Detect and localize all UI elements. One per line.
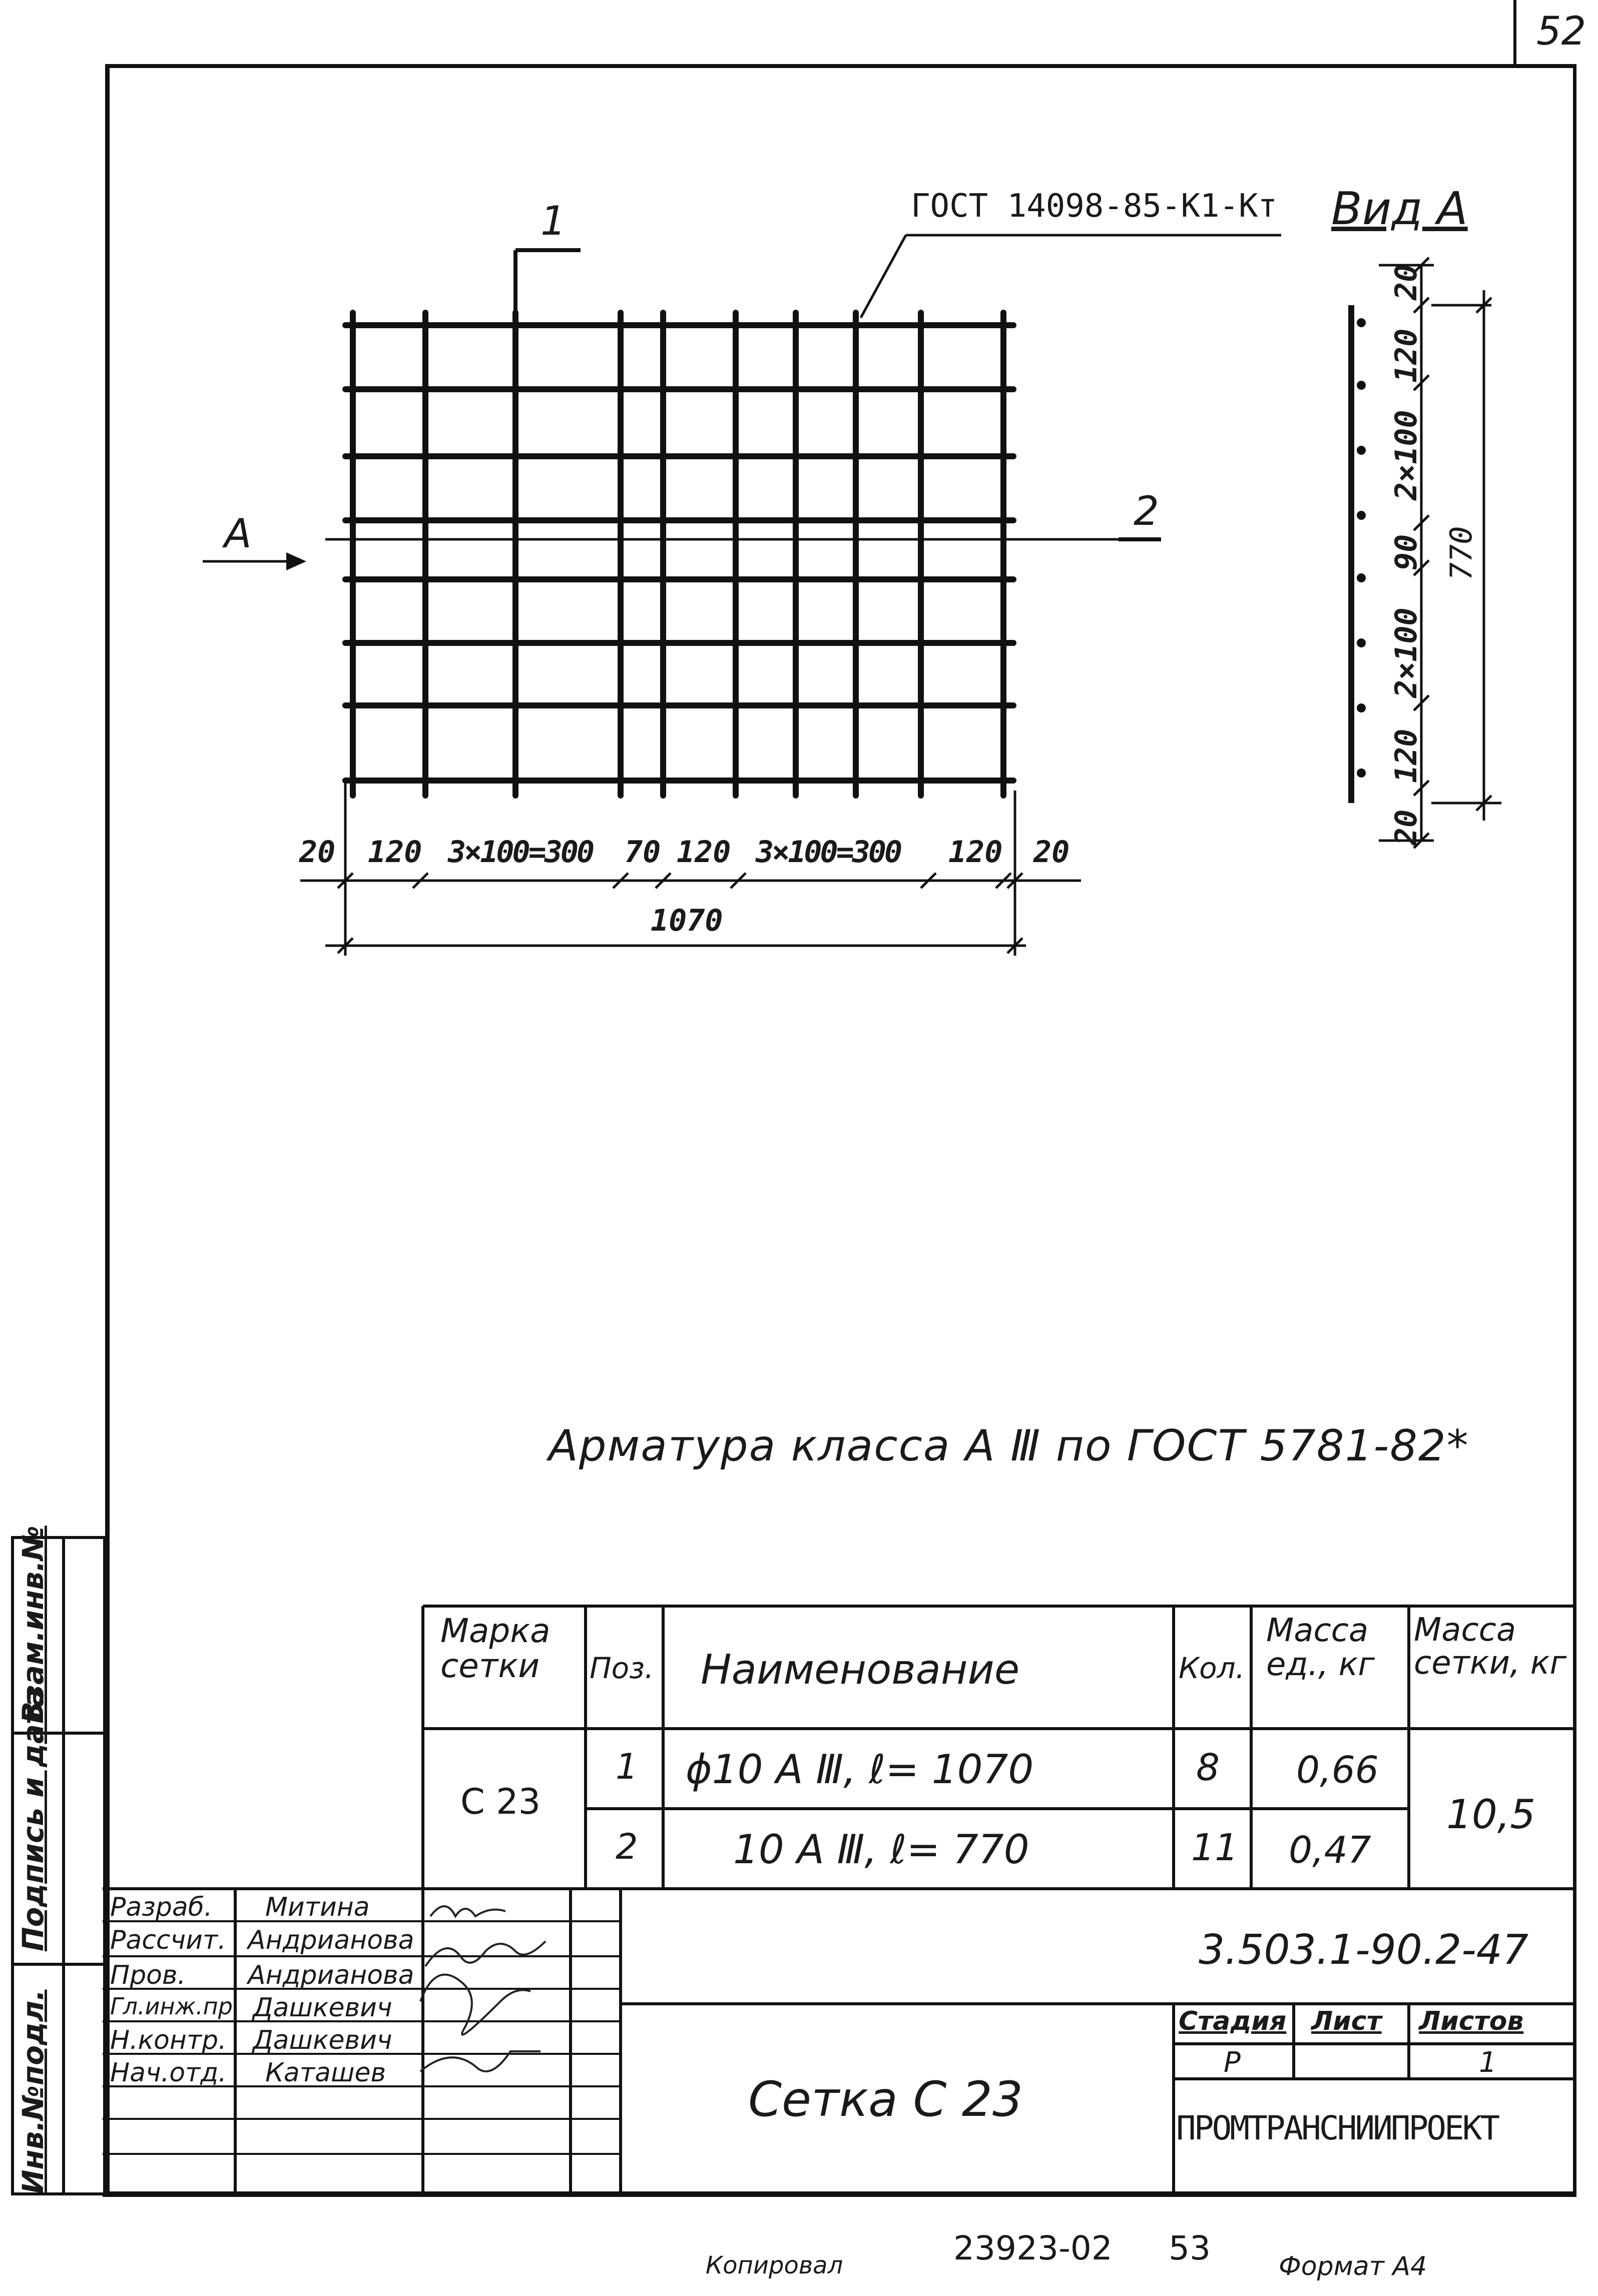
dim-label: 120 bbox=[368, 835, 422, 870]
name-checked: Андрианова bbox=[248, 1960, 414, 1990]
section-label-2: 2 bbox=[1134, 488, 1159, 534]
header-name: Наименование bbox=[701, 1646, 1020, 1694]
footer-order-sheet: 53 bbox=[1169, 2229, 1211, 2267]
dim-total-length: 1070 bbox=[651, 903, 723, 938]
document-title: Сетка С 23 bbox=[748, 2071, 1023, 2127]
stage-label: Стадия bbox=[1179, 2006, 1287, 2036]
row-1-qty: 8 bbox=[1196, 1746, 1220, 1789]
document-code: 3.503.1-90.2-47 bbox=[1199, 1926, 1529, 1974]
header-mark: Марка сетки bbox=[440, 1612, 551, 1685]
role-checked: Пров. bbox=[110, 1960, 186, 1990]
row-1-unit-mass: 0,66 bbox=[1296, 1749, 1379, 1792]
mesh-mass-value: 10,5 bbox=[1446, 1791, 1536, 1838]
dim-total-width: 770 bbox=[1444, 526, 1479, 580]
organization-name: ПРОМТРАНСНИИПРОЕКТ bbox=[1176, 2109, 1498, 2147]
dim-label: 2×100 bbox=[1389, 410, 1424, 500]
row-2-pos: 2 bbox=[616, 1826, 638, 1867]
footer-copied: Копировал bbox=[706, 2251, 843, 2279]
dim-label: 70 bbox=[625, 835, 661, 870]
name-chief-engineer: Дашкевич bbox=[253, 1993, 392, 2023]
row-2-unit-mass: 0,47 bbox=[1289, 1829, 1371, 1872]
header-qty: Кол. bbox=[1179, 1651, 1245, 1685]
mesh-bars bbox=[345, 313, 1013, 796]
dim-label: 90 bbox=[1389, 534, 1424, 570]
side-field-orig-inv: Инв.№подл. bbox=[16, 1989, 50, 2194]
dim-label: 20 bbox=[299, 835, 336, 870]
view-arrow-label: А bbox=[224, 510, 252, 557]
footer-order: 23923-02 bbox=[953, 2229, 1113, 2267]
row-1-pos: 1 bbox=[616, 1746, 638, 1787]
name-norm-control: Дашкевич bbox=[253, 2025, 392, 2055]
view-dots bbox=[1357, 318, 1366, 778]
side-field-signature-date: Подпись и дата bbox=[16, 1688, 50, 1951]
header-pos: Поз. bbox=[590, 1651, 654, 1685]
reinforcement-note: Арматура класса А Ⅲ по ГОСТ 5781-82* bbox=[549, 1421, 1469, 1471]
view-title: Вид А bbox=[1331, 183, 1468, 235]
name-calculated: Андрианова bbox=[248, 1925, 414, 1955]
sheets-value: 1 bbox=[1479, 2046, 1497, 2079]
role-calculated: Рассчит. bbox=[110, 1925, 226, 1955]
dim-label: 20 bbox=[1389, 809, 1424, 846]
role-norm-control: Н.контр. bbox=[110, 2025, 227, 2055]
stage-value: Р bbox=[1224, 2046, 1241, 2079]
side-field-replace-inv: Взам.инв.№ bbox=[16, 1525, 50, 1724]
dim-label: 20 bbox=[1389, 264, 1424, 300]
name-dept-head: Каташев bbox=[265, 2058, 386, 2088]
sheets-label: Листов bbox=[1419, 2006, 1524, 2036]
page-number: 52 bbox=[1536, 9, 1586, 54]
dim-label: 3×100=300 bbox=[756, 835, 901, 870]
sheet-label: Лист bbox=[1311, 2006, 1382, 2036]
footer-format: Формат А4 bbox=[1279, 2251, 1427, 2281]
gost-callout: ГОСТ 14098-85-К1-Кт bbox=[911, 188, 1278, 225]
header-mesh-mass: Масса сетки, кг bbox=[1414, 1612, 1567, 1682]
mesh-mark-value: С 23 bbox=[460, 1781, 541, 1822]
dim-label: 2×100 bbox=[1389, 607, 1424, 698]
row-2-qty: 11 bbox=[1191, 1826, 1239, 1869]
role-chief-engineer: Гл.инж.пр. bbox=[110, 1993, 240, 2020]
dim-label: 3×100=300 bbox=[448, 835, 593, 870]
dim-label: 20 bbox=[1033, 835, 1070, 870]
role-designer: Разраб. bbox=[110, 1892, 213, 1922]
view-arrow bbox=[203, 552, 306, 570]
role-dept-head: Нач.отд. bbox=[110, 2058, 227, 2088]
dim-label: 120 bbox=[948, 835, 1003, 870]
dim-label: 120 bbox=[677, 835, 731, 870]
dim-label: 120 bbox=[1389, 728, 1424, 783]
header-unit-mass: Масса ед., кг bbox=[1266, 1612, 1375, 1683]
section-label-1: 1 bbox=[541, 198, 566, 244]
row-2-name: 10 А Ⅲ, ℓ= 770 bbox=[733, 1826, 1029, 1873]
name-designer: Митина bbox=[265, 1892, 370, 1922]
row-1-name: ϕ10 А Ⅲ, ℓ= 1070 bbox=[686, 1746, 1034, 1793]
dim-label: 120 bbox=[1389, 328, 1424, 383]
